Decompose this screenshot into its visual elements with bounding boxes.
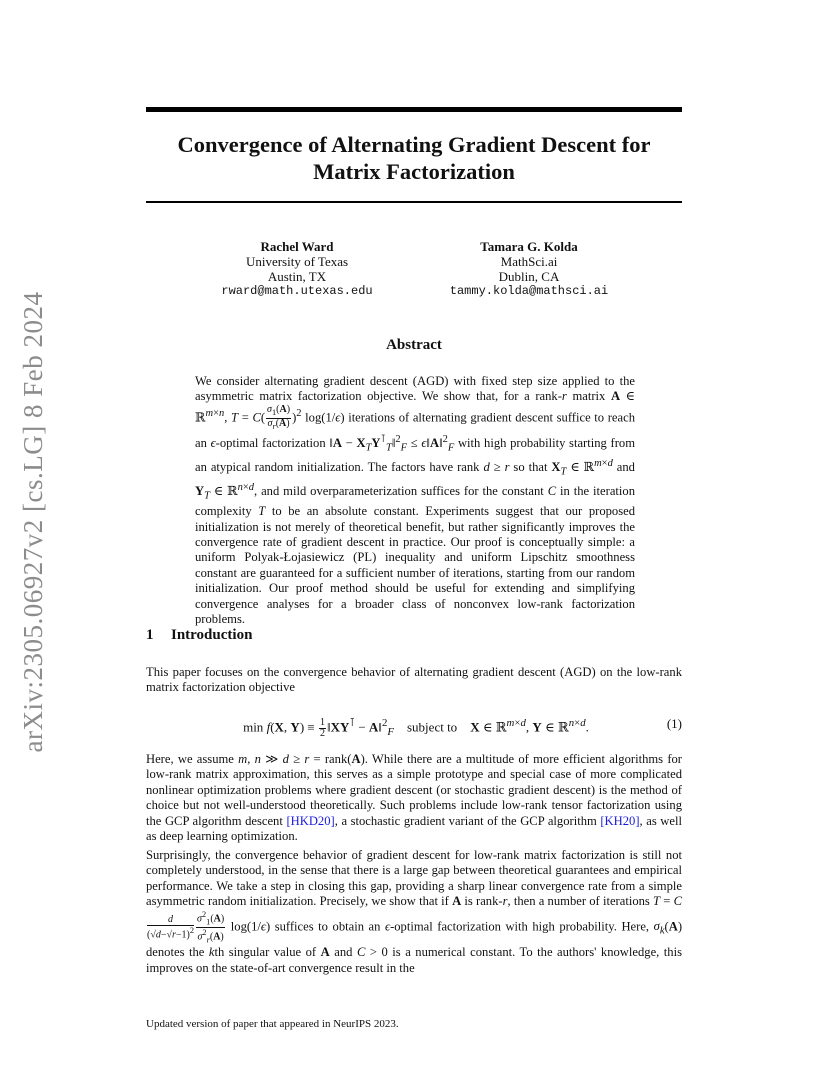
abstract-text: We consider alternating gradient descent (AGD) with fixed step size applied to the asymmetric matrix factorization objective. We show that, for a rank-r matrix A ∈ ℝ$^{m\times n}$, T = C( $\frac{\sigma_1(A)}{\sigma_r(A)}$ )$^2$ log(1/ϵ) iterations of alternating gradient descent suffice to reach an ϵ-optimal factorization ‖A − $X_TY^⊺_T‖^2_F$ ≤ ϵ‖A‖$^2_F$ with high probability starting from an atypical random initialization. The factors have rank d ≥ r so that $X_T$ ∈ ℝ$^{m\times d}$ and $Y_T$ ∈ ℝ$^{n\times d}$, and mild overparameterization suffices for the constant C in the iteration complexity T to be an absolute constant. Experiments suggest that our proposed initialization is not merely of theoretical benefit, but rather significantly improves the convergence rate of gradient descent in practice. Our proof is conceptually simple: a uniform Polyak-Łojasiewicz (PL) inequality and uniform Lipschitz smoothness constant are guaranteed for a sufficient number of iterations, starting from our random initialization. Our proof method should be useful for extending and simplifying convergence analyses for a broader class of nonconvex low-rank factorization problems. [195,374,636,626]
title-top-rule [146,107,682,112]
equation-number: (1) [666,716,682,731]
paper-title: Convergence of Alternating Gradient Descent for Matrix Factorization [177,132,651,184]
title-bottom-rule [146,201,682,203]
author-email: tammy.kolda@mathsci.ai [449,284,609,298]
footnote: Updated version of paper that appeared in NeurIPS 2023. [146,1018,399,1030]
arxiv-sidebar-stamp: arXiv:2305.06927v2 [cs.LG] 8 Feb 2024 [18,291,48,753]
author-location: Dublin, CA [498,269,560,284]
intro-paragraph-3: Surprisingly, the convergence behavior of gradient descent for low-rank matrix factorization is still not completely understood, in the sense that there is a large gap between theoretical guarantees and empirical performance. We take a step in closing this gap, providing a sharp linear convergence rate from a simple asymmetric random initialization. Precisely, we show that if A is rank-r, then a number of iterations T = C $\frac{d}{(√d-√r-1)^2}$ $\frac{\sigma^2_1(A)}{\sigma^2_r(A)}$ log(1/ϵ) suffices to obtain an ϵ-optimal factorization with high probability. Here, $\sigma_k(A)$ denotes the kth singular value of A and C > 0 is a numerical constant. To the authors' knowledge, this improves on the state-of-art convergence result in the [146,848,683,975]
abstract-heading: Abstract [386,337,442,353]
citation-link[interactable]: [HKD20] [286,813,335,828]
section-heading-introduction: 1 Introduction [146,627,253,643]
author-email: rward@math.utexas.edu [221,284,373,298]
author-affiliation: MathSci.ai [500,254,558,269]
equation-1 [146,712,682,740]
author-block-1 [187,239,407,299]
intro-paragraph-2: Here, we assume m, n ≫ d ≥ r = rank(A). While there are a multitude of more efficient algorithms for low-rank matrix approximation, this serves as a simple prototype and special case of more complicated nonlinear optimization problems where gradient descent (or stochastic gradient descent) is the method of choice but not well-understood theoretically. Such problems include low-rank tensor factorization using the GCP algorithm descent [HKD20], a stochastic gradient variant of the GCP algorithm [KH20], as well as deep learning optimization. [146,752,683,844]
author-name: Tamara G. Kolda [480,239,578,254]
author-block-2 [419,239,639,299]
author-location: Austin, TX [267,269,327,284]
author-affiliation: University of Texas [245,254,349,269]
intro-paragraph-1: This paper focuses on the convergence behavior of alternating gradient descent (AGD) on the low-rank matrix factorization objective [146,665,682,695]
equation-body: min f(X, Y) ≡ $\frac{1}{2}$ ‖XY⊺ − A‖$^2_F$ subject to X ∈ ℝ$^{m\times d}$, Y ∈ ℝ$^{n\times d}$. [243,716,589,739]
citation-link[interactable]: [KH20] [600,813,640,828]
author-name: Rachel Ward [260,239,334,254]
